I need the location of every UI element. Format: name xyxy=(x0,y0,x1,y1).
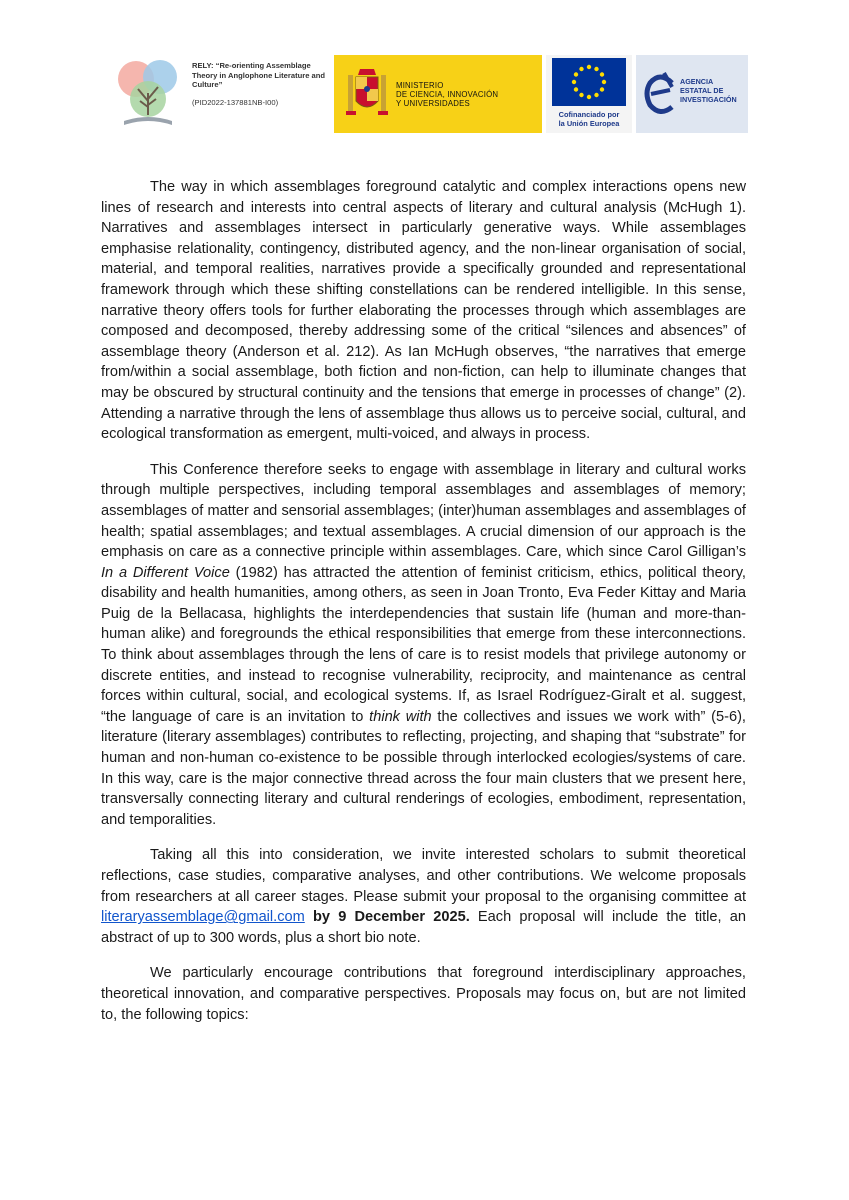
email-link[interactable]: literaryassemblage@gmail.com xyxy=(101,909,305,926)
rely-tree-icon xyxy=(110,55,188,133)
paragraph-topics-intro xyxy=(101,963,746,1025)
paragraph-text: This Conference therefore seeks to engage with assemblage in literary and cultural works through multiple perspectives, including temporal assemblages and assemblages of memory; assemblages of matter and sensorial assemblages; (inter)human assemblages and assemblages of health; spatial assemblages; and textual assemblages. A crucial dimension of our approach is the emphasis on care as a connective principle within assemblages. Care, which since Carol Gilligan’s xyxy=(101,461,746,561)
ministerio-logo xyxy=(334,55,542,133)
document-body xyxy=(101,177,746,1025)
paragraph-text: (1982) has attracted the attention of feminist criticism, ethics, political theory, disability and health humanities, among others, as seen in Joan Tronto, Eva Feder Kittay and Maria Puig de la Bellacasa, highlights the interdependencies that sustain life (human and more-than-human alike) and foregrounds the ethical responsibilities that emerge from these interconnections. To think about assemblages through the lens of care is to resist models that privilege autonomy or discrete entities, and instead to recognise vulnerability, reciprocity, and maintenance as central forces within cultural, social, and ecological systems. If, as Israel Rodríguez-Giralt et al. suggest, “the language of care is an invitation to xyxy=(101,564,746,725)
eu-line: Cofinanciado por xyxy=(558,110,620,119)
paragraph-assemblage-narratives xyxy=(101,177,746,445)
paragraph-submission xyxy=(101,845,746,948)
spain-coat-of-arms-icon xyxy=(344,65,390,123)
agencia-estatal-logo xyxy=(636,55,748,133)
aei-e-icon xyxy=(642,69,678,119)
paragraph-text: The way in which assemblages foreground catalytic and complex interactions opens new lines of research and interests into central aspects of literary and cultural analysis (McHugh 1). Narratives and assemblages intersect in particularly generative ways. While assemblages emphasise relationality, contingency, distributed agency, and the non-linear organisation of social, material, and temporal realities, narratives provide a specifically grounded and representational framework through which these shifting constellations can be rendered intelligible. In this sense, narrative theory offers tools for further elaborating the processes through which assemblages are composed and decomposed, thereby addressing some of the critical “silences and absences” of assemblage theory (Anderson et al. 212). As Ian McHugh observes, “the narratives that emerge from/within a social assemblage, both fiction and non-fiction, can help to illuminate changes that may be obscured by structural continuity and the tensions that emerge in processes of change” (2). Attending a narrative through the lens of assemblage thus allows us to perceive social, cultural, and ecological transformation as emergent, multi-voiced, and always in process. xyxy=(101,179,746,443)
paragraph-text: the collectives and issues we work with” (5-6), literature (literary assemblages) contributes to reflecting, projecting, and shaping that “substrate” for human and non-human co-existence to be possible through interlocked ecologies/systems of care. In this way, care is the major connective thread across the four main clusters that we present here, transversally connecting literary and cultural renderings of ecologies, embodiment, representation, and temporalities. xyxy=(101,708,746,828)
ministerio-line: Y UNIVERSIDADES xyxy=(396,99,470,108)
rely-project-code: (PID2022-137881NB-I00) xyxy=(192,97,279,107)
eu-flag-icon xyxy=(552,58,626,106)
rely-title: “Re-orienting Assemblage Theory in Anglophone Literature and Culture” xyxy=(192,61,326,90)
aei-line: AGENCIA xyxy=(680,77,714,86)
rely-project-text xyxy=(192,61,332,107)
eu-line: la Unión Europea xyxy=(558,119,620,128)
book-title: In a Different Voice xyxy=(101,564,230,581)
rely-project-logo xyxy=(110,55,330,133)
header-logos xyxy=(110,55,748,133)
ministerio-line: DE CIENCIA, INNOVACIÓN xyxy=(396,90,499,99)
ministerio-text xyxy=(396,81,536,108)
aei-line: INVESTIGACIÓN xyxy=(680,95,737,104)
paragraph-text: Taking all this into consideration, we invite interested scholars to submit theoretical reflections, case studies, comparative analyses, and other contributions. We welcome proposals from researchers at all career stages. Please submit your proposal to the organising committee at xyxy=(101,847,746,905)
paragraph-text: Each proposal will include the title, an abstract of up to 300 words, plus a short bio note. xyxy=(101,909,746,946)
aei-text xyxy=(680,77,746,104)
deadline-text: by 9 December 2025. xyxy=(312,909,470,926)
rely-label: RELY: xyxy=(192,61,214,70)
paragraph-conference-scope xyxy=(101,460,746,831)
eu-cofinanced-logo xyxy=(546,55,632,133)
emphasis-think-with: think with xyxy=(369,708,432,725)
ministerio-line: MINISTERIO xyxy=(396,81,444,90)
paragraph-text: We particularly encourage contributions that foreground interdisciplinary approaches, theoretical innovation, and comparative perspectives. Proposals may focus on, but are not limited to, the following topics: xyxy=(101,965,746,1023)
eu-cofinanced-text xyxy=(546,110,632,128)
aei-line: ESTATAL DE xyxy=(680,86,724,95)
